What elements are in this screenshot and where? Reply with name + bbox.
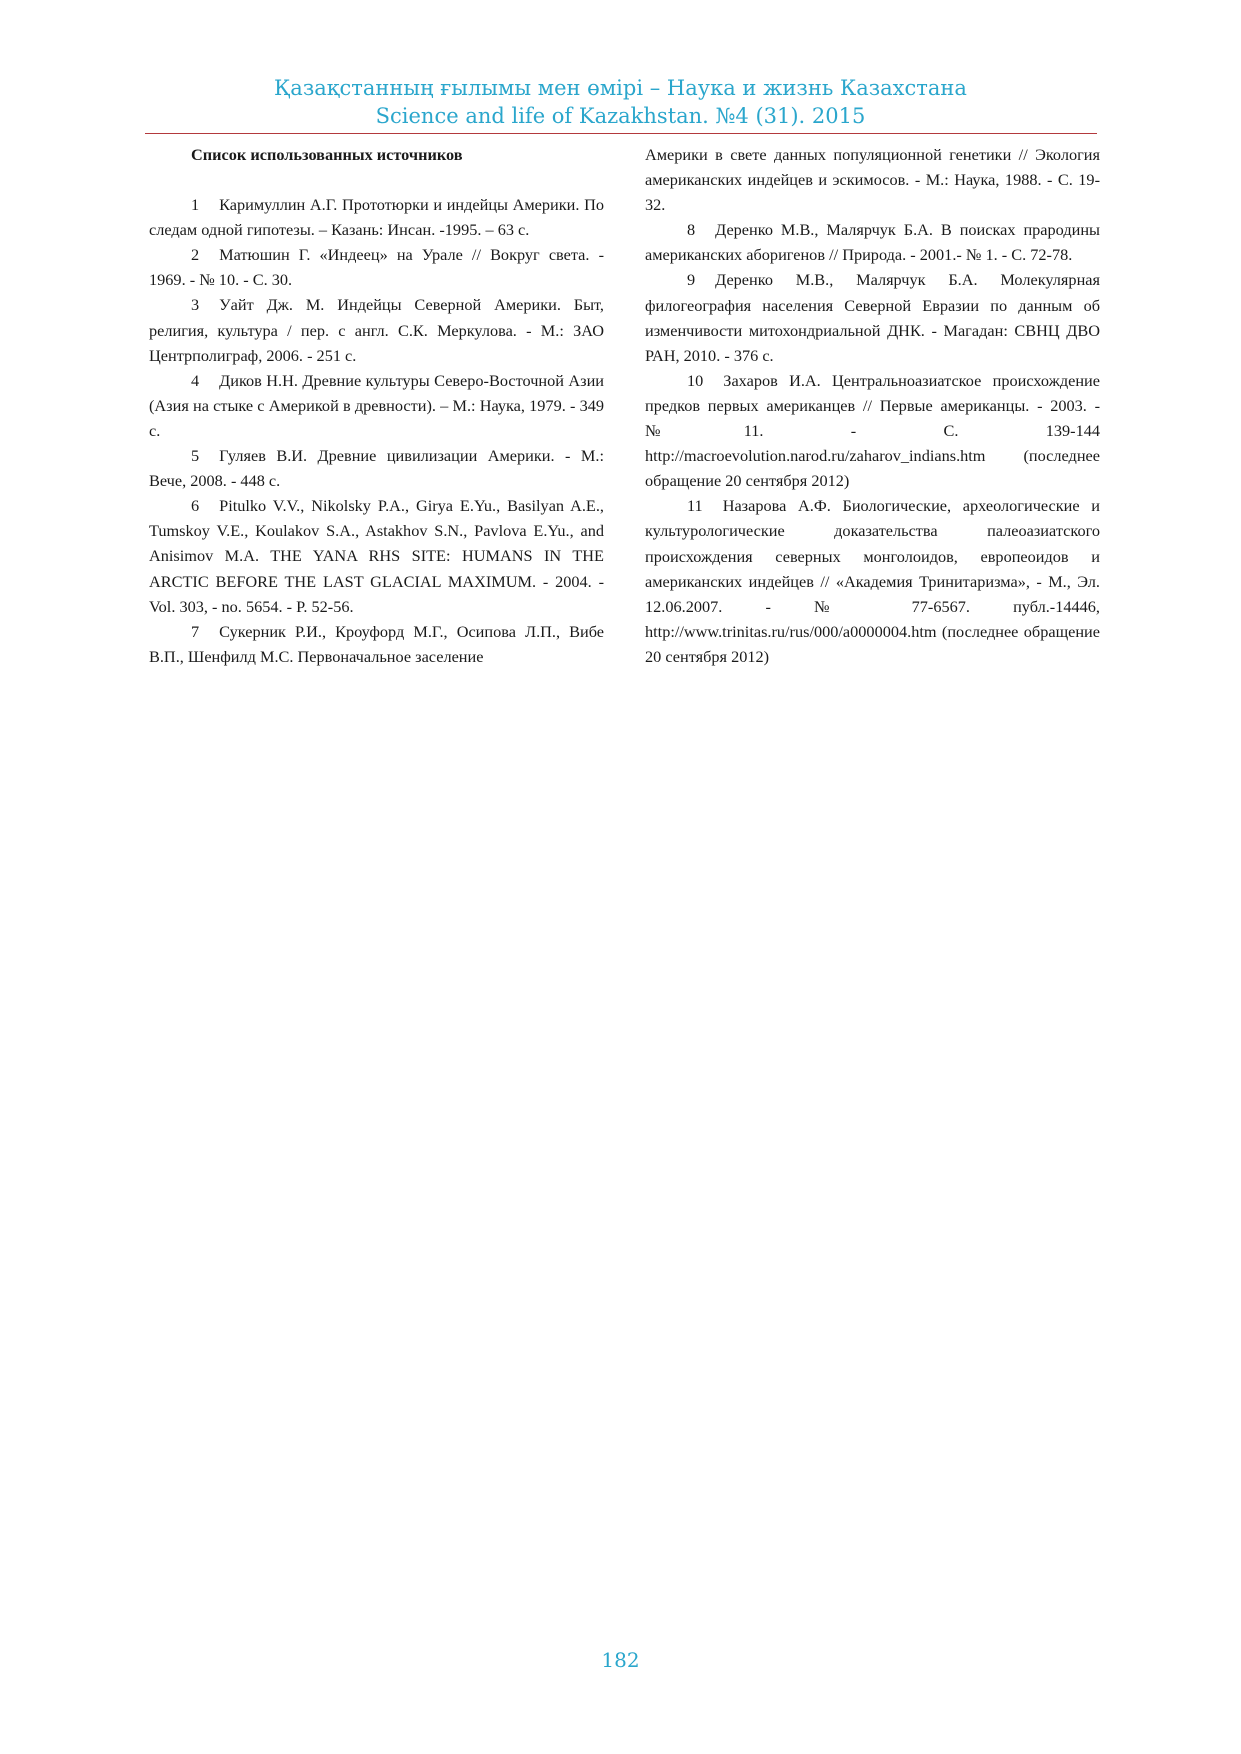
reference-text: Pitulko V.V., Nikolsky P.A., Girya E.Yu., Basilyan A.E., Tumskoy V.E., Koulakov S.A., Astakhov S.N., Pavlova E.Yu., and Anisimov M.A. THE YANA RHS SITE: HUMANS IN THE ARCTIC BEFORE THE LAST GLACIAL MAXIMUM. - 2004. - Vol. 303, - no. 5654. - P. 52-56. [149,496,604,616]
reference-text: Уайт Дж. М. Индейцы Северной Америки. Быт, религия, культура / пер. с англ. С.К. Меркулова. - М.: ЗАО Центрполиграф, 2006. - 251 с. [149,295,604,365]
references-heading: Список использованных источников [191,145,463,164]
reference-item [149,493,604,618]
reference-text: Деренко М.В., Малярчук Б.А. Молекулярная филогеография населения Северной Евразии по данным об изменчивости митохондриальной ДНК. - Магадан: СВНЦ ДВО РАН, 2010. - 376 с. [645,270,1100,365]
reference-text: Назарова А.Ф. Биологические, археологические и культурологические доказательства палеоазиатского происхождения северных монголоидов, европеоидов и американских индейцев // «Академия Тринитаризма», - М., Эл. 12.06.2007. - № 77-6567. публ.-14446, http://www.trinitas.ru/rus/000/a0000004.htm (последнее обращение 20 сентября 2012) [645,496,1100,666]
journal-header [0,74,1241,130]
reference-item [645,217,1100,267]
reference-item [149,242,604,292]
right-column [645,142,1100,669]
reference-number: 6 [191,496,200,516]
reference-item [149,292,604,367]
reference-number: 3 [191,295,200,315]
reference-item [149,192,604,242]
reference-number: 7 [191,621,200,641]
reference-text: Матюшин Г. «Индеец» на Урале // Вокруг света. - 1969. - № 10. - С. 30. [149,245,604,290]
reference-item [149,368,604,443]
header-divider [145,133,1097,134]
reference-item [645,493,1100,669]
reference-item [645,368,1100,493]
reference-number: 1 [191,195,200,215]
left-column [149,142,604,669]
reference-text: Гуляев В.И. Древние цивилизации Америки. - М.: Вече, 2008. - 448 с. [149,446,604,491]
reference-number: 8 [687,220,696,240]
reference-number: 10 [687,370,704,390]
reference-text: Сукерник Р.И., Кроуфорд М.Г., Осипова Л.П., Вибе В.П., Шенфилд М.С. Первоначальное заселение [149,621,604,666]
reference-number: 9 [687,270,696,290]
reference-item [645,267,1100,367]
journal-title-line-1: Қазақстанның ғылымы мен өмірі – Наука и жизнь Казахстана [274,76,967,100]
reference-text: Каримуллин А.Г. Прототюрки и индейцы Америки. По следам одной гипотезы. – Казань: Инсан. -1995. – 63 с. [149,195,604,240]
reference-item [149,443,604,493]
reference-number: 4 [191,370,200,390]
reference-text: Деренко М.В., Малярчук Б.А. В поисках прародины американских аборигенов // Природа. - 2001.- № 1. - С. 72-78. [645,220,1100,265]
reference-continuation: Америки в свете данных популяционной генетики // Экология американских индейцев и эскимосов. - М.: Наука, 1988. - С. 19-32. [645,145,1100,215]
reference-number: 2 [191,245,200,265]
reference-text: Диков Н.Н. Древние культуры Северо-Восточной Азии (Азия на стыке с Америкой в древности). – М.: Наука, 1979. - 349 с. [149,370,604,440]
reference-item [149,619,604,669]
reference-number: 5 [191,446,200,466]
journal-title-line-2: Science and life of Kazakhstan. №4 (31). 2015 [375,104,866,128]
reference-number: 11 [687,496,703,516]
reference-text: Захаров И.А. Центральноазиатское происхождение предков первых американцев // Первые американцы. - 2003. - №11. - С. 139-144 http://macroevolution.narod.ru/zaharov_indians.htm (последнее обращение 20 сентября 2012) [645,370,1100,491]
page-number: 182 [601,1648,640,1672]
